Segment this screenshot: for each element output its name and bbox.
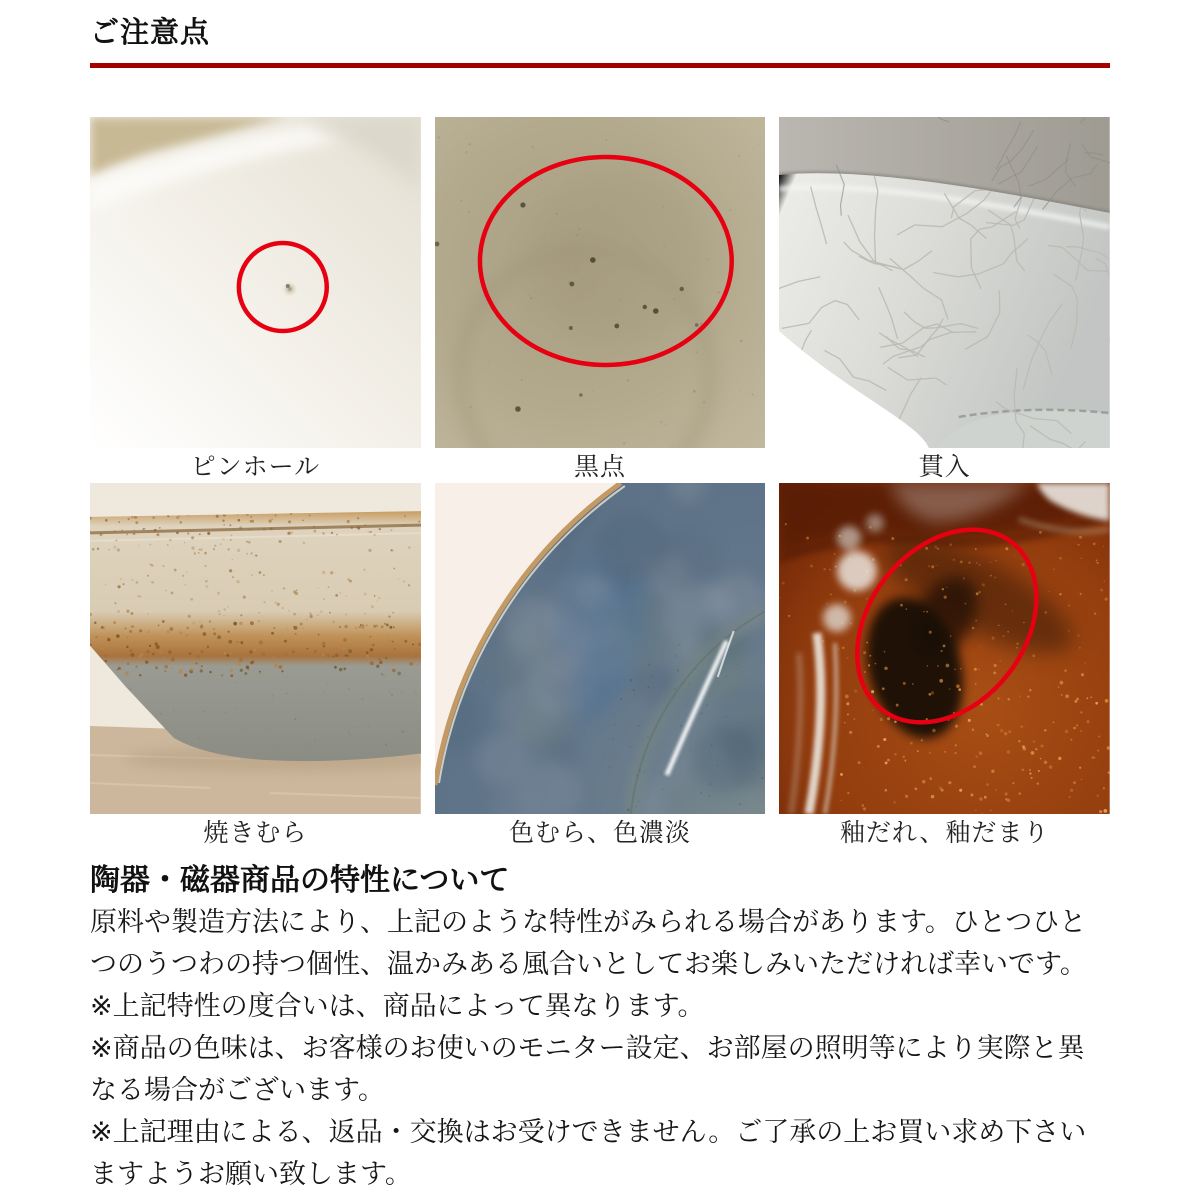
defect-photo-black-spots xyxy=(435,117,766,448)
defect-card-glaze-drip xyxy=(779,483,1110,848)
defect-photo-firing-unevenness xyxy=(90,483,421,814)
notes-paragraph: ※上記特性の度合いは、商品によって異なります。 xyxy=(90,991,705,1021)
defect-card-color-unevenness xyxy=(435,483,766,848)
page-title: ご注意点 xyxy=(90,17,211,49)
defect-card-black-spots xyxy=(435,117,766,482)
defect-caption: 黒点 xyxy=(573,453,626,481)
defect-photo-crazing xyxy=(779,117,1110,448)
defect-caption: ピンホール xyxy=(190,453,321,481)
notes-paragraph: ※上記理由による、返品・交換はお受けできません。ご了承の上お買い求め下さいますようお願い致します。 xyxy=(90,1117,1087,1189)
defect-caption: 貫入 xyxy=(918,453,971,481)
notes-paragraph: 原料や製造方法により、上記のような特性がみられる場合があります。ひとつひとつのうつわの持つ個性、温かみある風合いとしてお楽しみいただければ幸いです。 xyxy=(90,907,1087,979)
notes-paragraph: ※商品の色味は、お客様のお使いのモニター設定、お部屋の照明等により実際と異なる場合がございます。 xyxy=(90,1033,1085,1105)
defect-card-firing-unevenness xyxy=(90,483,421,848)
defect-caption: 釉だれ、釉だまり xyxy=(839,819,1050,847)
notes-heading: 陶器・磁器商品の特性について xyxy=(90,864,510,897)
defect-caption: 焼きむら xyxy=(203,819,308,847)
defect-photo-pinhole xyxy=(90,117,421,448)
defect-card-pinhole xyxy=(90,117,421,482)
defect-photo-color-unevenness xyxy=(435,483,766,814)
notes-section xyxy=(90,861,1110,1195)
title-divider xyxy=(90,63,1110,68)
defect-grid xyxy=(90,117,1110,848)
defect-photo-glaze-drip xyxy=(779,483,1110,814)
defect-caption: 色むら、色濃淡 xyxy=(508,819,691,847)
defect-card-crazing xyxy=(779,117,1110,482)
